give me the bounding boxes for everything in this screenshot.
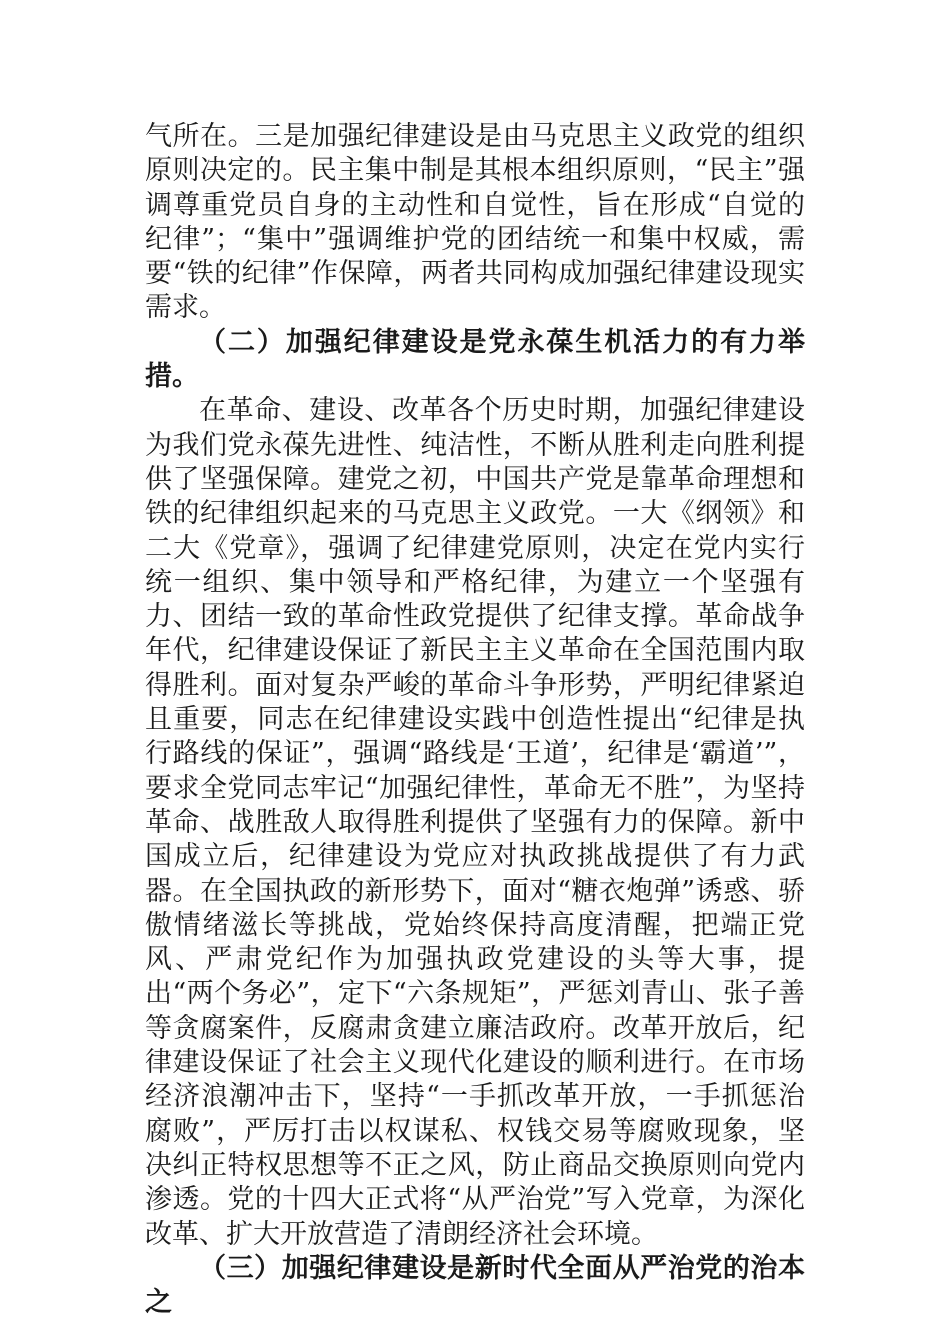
paragraph-continuation: 气所在。三是加强纪律建设是由马克思主义政党的组织原则决定的。民主集中制是其根本组织原则，“民主”强调尊重党员自身的主动性和自觉性，旨在形成“自觉的纪律”；“集中”强调维护党的团结统一和集中权威，需要“铁的纪律”作保障，两者共同构成加强纪律建设现实需求。 — [145, 121, 805, 324]
section-heading-2: （二）加强纪律建设是党永葆生机活力的有力举措。 — [145, 326, 805, 393]
paragraph-history: 在革命、建设、改革各个历史时期，加强纪律建设为我们党永葆先进性、纯洁性，不断从胜利走向胜利提供了坚强保障。建党之初，中国共产党是靠革命理想和铁的纪律组织起来的马克思主义政党。一大《纲领》和二大《党章》，强调了纪律建党原则，决定在党内实行统一组织、集中领导和严格纪律，为建立一个坚强有力、团结一致的革命性政党提供了纪律支撑。革命战争年代，纪律建设保证了新民主主义革命在全国范围内取得胜利。面对复杂严峻的革命斗争形势，严明纪律紧迫且重要，同志在纪律建设实践中创造性提出“纪律是执行路线的保证”，强调“路线是‘王道’，纪律是‘霸道’”，要求全党同志牢记“加强纪律性，革命无不胜”，为坚持革命、战胜敌人取得胜利提供了坚强有力的保障。新中国成立后，纪律建设为党应对执政挑战提供了有力武器。在全国执政的新形势下，面对“糖衣炮弹”诱惑、骄傲情绪滋长等挑战，党始终保持高度清醒，把端正党风、严肃党纪作为加强执政党建设的头等大事，提出“两个务必”，定下“六条规矩”，严惩刘青山、张子善等贪腐案件，反腐肃贪建立廉洁政府。改革开放后，纪律建设保证了社会主义现代化建设的顺利进行。在市场经济浪潮冲击下，坚持“一手抓改革开放，一手抓惩治腐败”，严厉打击以权谋私、权钱交易等腐败现象，坚决纠正特权思想等不正之风，防止商品交换原则向党内渗透。党的十四大正式将“从严治党”写入党章，为深化改革、扩大开放营造了清朗经济社会环境。 — [145, 395, 805, 1250]
section-heading-3: （三）加强纪律建设是新时代全面从严治党的治本之 — [145, 1252, 805, 1319]
document-body — [145, 120, 805, 1320]
